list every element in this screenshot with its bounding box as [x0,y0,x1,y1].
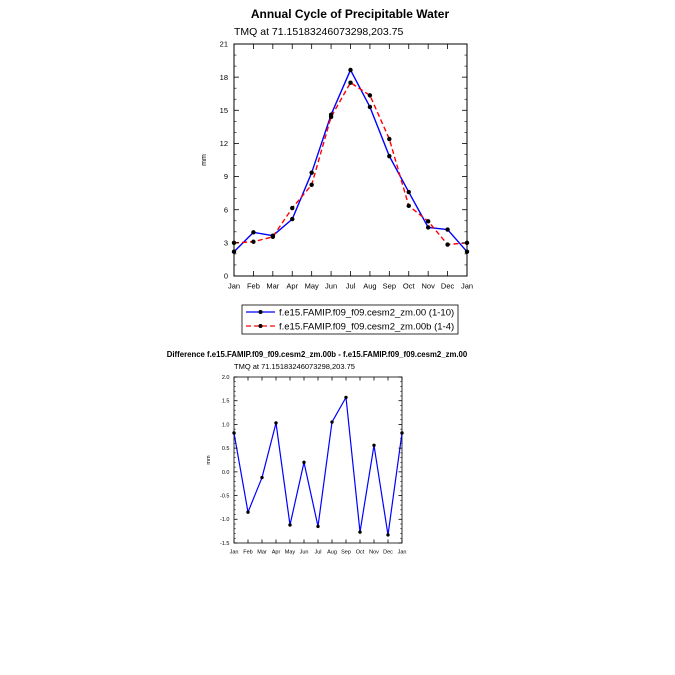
series-1-line [234,70,467,252]
x-tick-label: May [284,549,296,556]
series-2-point [407,204,411,208]
chart2-subtitle: TMQ at 71.15183246073298,203.75 [234,362,355,371]
y-tick-label: -1.0 [220,517,230,524]
series-1-point [372,444,375,447]
y-tick-label: 3 [223,238,228,248]
series-1-point [290,217,294,221]
difference-chart [167,350,468,556]
y-tick-label: 12 [219,139,228,149]
x-tick-label: Sep [341,549,351,556]
series-2-point [348,80,352,84]
chart2-title: Difference f.e15.FAMIP.f09_f09.cesm2_zm.00b - f.e15.FAMIP.f09_f09.cesm2_zm.00 [166,350,468,359]
series-2-point [290,206,294,210]
chart1-legend [242,305,458,334]
y-tick-label: 0.5 [221,446,230,453]
x-tick-label: Feb [243,549,253,556]
y-tick-label: 2.0 [221,374,230,381]
x-tick-label: Jun [299,549,309,556]
series-2-line [234,83,467,245]
series-1-point [426,225,430,229]
annual-cycle-chart [201,7,473,291]
legend-label-series-1: f.e15.FAMIP.f09_f09.cesm2_zm.00 (1-10) [279,307,455,319]
x-tick-label: Jan [229,549,239,556]
series-1-point [251,230,255,234]
series-1-point [348,68,352,72]
series-1-point [309,171,313,175]
x-tick-label: Apr [271,549,281,556]
y-tick-label: 0 [223,271,228,281]
x-tick-label: Jun [325,281,338,291]
x-tick-label: Dec [383,549,393,556]
y-tick-label: 15 [219,105,228,115]
y-tick-label: 1.5 [221,398,230,405]
x-tick-label: Nov [421,281,435,291]
series-1-point [232,249,236,253]
series-1-point [288,523,291,526]
chart1-plot-frame [234,44,467,276]
x-tick-label: Feb [246,281,260,291]
legend-label-series-2: f.e15.FAMIP.f09_f09.cesm2_zm.00b (1-4) [279,321,455,333]
series-1-point [260,476,263,479]
chart2-ylabel: mm [206,455,212,465]
y-tick-label: -0.5 [220,493,230,500]
series-2-point [251,240,255,244]
chart1-ylabel: mm [201,154,208,166]
series-1-point [358,530,361,533]
x-tick-label: Aug [363,281,377,291]
series-1-point [368,105,372,109]
x-tick-label: May [304,281,319,291]
x-tick-label: Sep [382,281,397,291]
legend-marker-series-1 [259,310,263,314]
x-tick-label: Jan [227,281,241,291]
x-tick-label: Nov [369,549,379,556]
series-2-point [271,235,275,239]
x-tick-label: Aug [327,549,337,556]
series-2-point [426,219,430,223]
series-2-point [387,137,391,141]
x-tick-label: Jan [397,549,407,556]
y-tick-label: 1.0 [221,422,230,429]
x-tick-label: Oct [402,281,415,291]
series-1-point [465,249,469,253]
x-tick-label: Jan [460,281,474,291]
y-tick-label: 9 [223,172,228,182]
series-1-line [234,397,402,535]
series-1-point [407,190,411,194]
chart1-subtitle: TMQ at 71.15183246073298,203.75 [234,26,404,38]
x-tick-label: Mar [257,549,267,556]
series-1-point [330,420,333,423]
x-tick-label: Jul [314,549,322,556]
series-2-point [445,242,449,246]
y-tick-label: -1.5 [220,540,230,547]
series-2-point [309,183,313,187]
series-1-point [316,525,319,528]
y-tick-label: 0.0 [221,469,230,476]
series-1-point [246,510,249,513]
series-1-point [386,533,389,536]
x-tick-label: Dec [440,281,455,291]
series-1-point [302,461,305,464]
series-2-point [368,93,372,97]
y-tick-label: 6 [223,205,228,215]
series-1-point [344,396,347,399]
y-tick-label: 18 [219,72,228,82]
series-1-point [445,227,449,231]
series-1-point [274,421,277,424]
chart1-title: Annual Cycle of Precipitable Water [250,7,450,21]
x-tick-label: Oct [355,549,365,556]
legend-marker-series-2 [259,324,263,328]
x-tick-label: Jul [345,281,356,291]
x-tick-label: Apr [286,281,299,291]
series-2-point [329,115,333,119]
y-tick-label: 21 [219,39,228,49]
x-tick-label: Mar [266,281,280,291]
series-1-point [387,154,391,158]
